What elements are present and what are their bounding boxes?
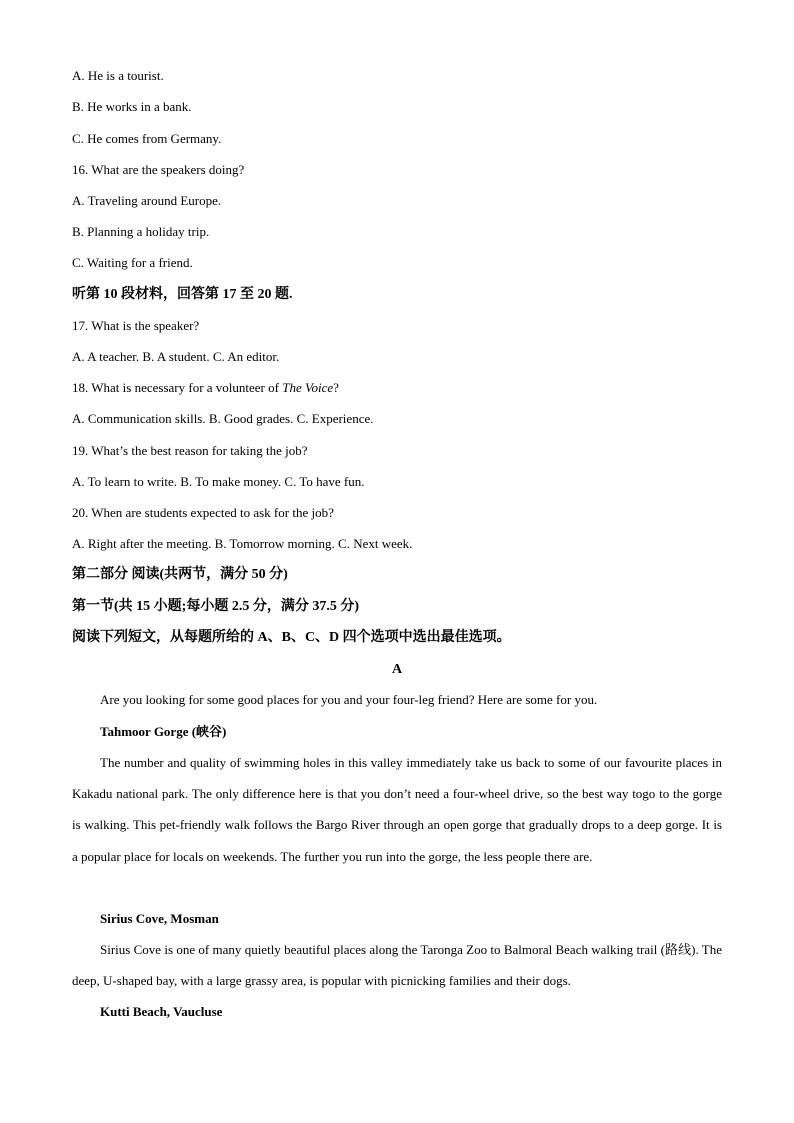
q20-options: A. Right after the meeting. B. Tomorrow morning. C. Next week.	[72, 536, 413, 551]
section-10-header: 听第 10 段材料，回答第 17 至 20 题.	[72, 287, 293, 302]
q15-option-a: A. He is a tourist.	[72, 68, 164, 83]
q20-question: 20. When are students expected to ask for the job?	[72, 505, 334, 520]
place-2-title: Sirius Cove, Mosman	[100, 911, 219, 926]
place-1-title: Tahmoor Gorge (峡谷)	[100, 724, 227, 739]
place-3-title: Kutti Beach, Vaucluse	[100, 1004, 223, 1019]
part-2-title: 第二部分 阅读(共两节，满分 50 分)	[72, 567, 288, 582]
passage-intro: Are you looking for some good places for you and your four-leg friend? Here are some for you.	[100, 692, 598, 707]
q16-option-a: A. Traveling around Europe.	[72, 193, 222, 208]
q17-question: 17. What is the speaker?	[72, 318, 200, 333]
q18-italic-title: The Voice	[282, 380, 334, 395]
q15-option-b: B. He works in a bank.	[72, 99, 192, 114]
q18-question	[72, 380, 339, 396]
place-2-text: Sirius Cove is one of many quietly beautiful places along the Taronga Zoo to Balmoral Beach walking trail (路线). The deep, U-shaped bay, with a large grassy area, is popular with picnicking families and their dogs.	[72, 942, 722, 989]
q16-option-c: C. Waiting for a friend.	[72, 255, 193, 270]
q18-mark: ?	[333, 380, 339, 395]
q17-options: A. A teacher. B. A student. C. An editor.	[72, 349, 280, 364]
q19-options: A. To learn to write. B. To make money. C. To have fun.	[72, 474, 365, 489]
section-1-title: 第一节(共 15 小题;每小题 2.5 分，满分 37.5 分)	[72, 599, 359, 614]
q16-option-b: B. Planning a holiday trip.	[72, 224, 210, 239]
place-1-text: The number and quality of swimming holes in this valley immediately take us back to some of our favourite places in Kakadu national park. The only difference here is that you don’t need a four-wheel drive, so the best way togo to the gorge is walking. This pet-friendly walk follows the Bargo River through an open gorge that gradually drops to a deep gorge. It is a popular place for locals on weekends. The further you run into the gorge, the less people there are.	[72, 755, 722, 864]
q18-options: A. Communication skills. B. Good grades. C. Experience.	[72, 411, 374, 426]
reading-instruction: 阅读下列短文，从每题所给的 A、B、C、D 四个选项中选出最佳选项。	[72, 630, 511, 645]
q19-question: 19. What’s the best reason for taking the job?	[72, 443, 308, 458]
passage-label: A	[391, 662, 403, 677]
q16-question: 16. What are the speakers doing?	[72, 162, 245, 177]
q15-option-c: C. He comes from Germany.	[72, 131, 222, 146]
q18-text: 18. What is necessary for a volunteer of	[72, 380, 283, 395]
